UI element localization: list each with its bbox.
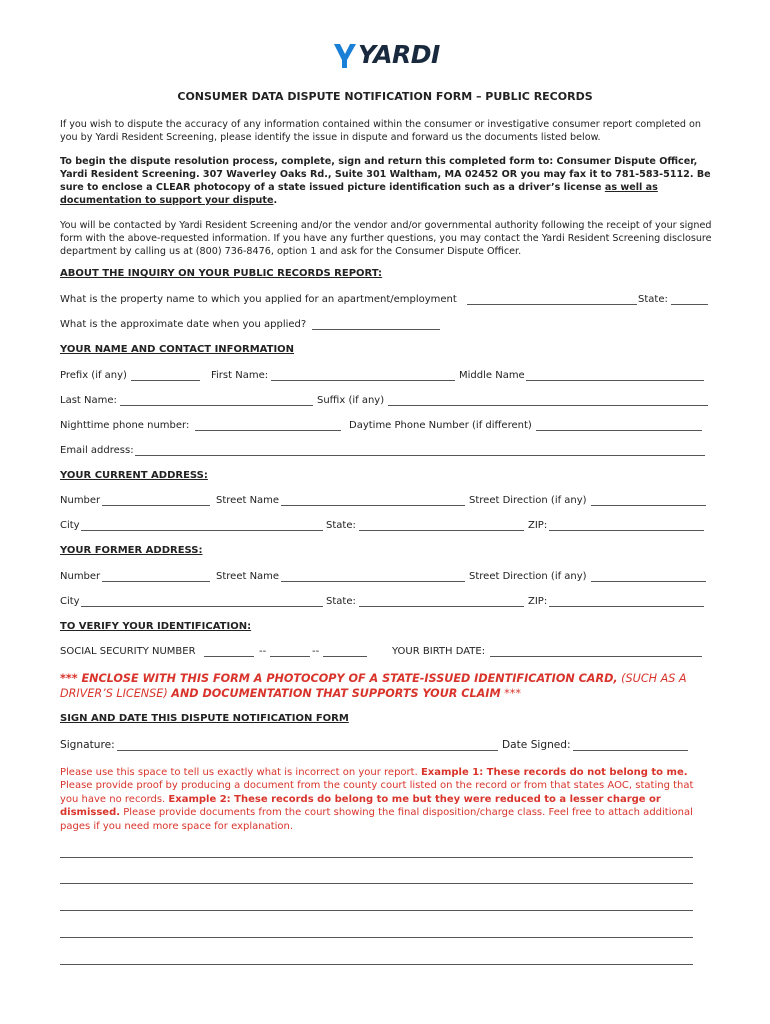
- ssn-part2-field[interactable]: [270, 656, 310, 657]
- current-number-field[interactable]: [102, 505, 210, 506]
- current-zip-field[interactable]: [549, 530, 704, 531]
- current-state-label: State:: [326, 520, 356, 531]
- current-number-label: Number: [60, 495, 101, 506]
- current-street-field[interactable]: [281, 505, 465, 506]
- day-phone-label: Daytime Phone Number (if different): [349, 420, 532, 431]
- signature-field[interactable]: [117, 750, 498, 751]
- explanation-line[interactable]: [60, 910, 693, 911]
- explanation-line[interactable]: [60, 883, 693, 884]
- ssn-part3-field[interactable]: [323, 656, 367, 657]
- enclose-part4: ***: [500, 687, 521, 700]
- explain-example-1: Example 1: These records do not belong to me.: [420, 767, 688, 778]
- first-name-field[interactable]: [271, 380, 455, 381]
- former-street-field[interactable]: [281, 581, 465, 582]
- former-direction-label: Street Direction (if any): [469, 571, 587, 582]
- enclose-notice: [60, 671, 710, 701]
- former-city-field[interactable]: [81, 606, 323, 607]
- former-address-heading: YOUR FORMER ADDRESS:: [60, 545, 203, 556]
- inquiry-heading: ABOUT THE INQUIRY ON YOUR PUBLIC RECORDS REPORT:: [60, 268, 383, 279]
- verify-heading: TO VERIFY YOUR IDENTIFICATION:: [60, 621, 252, 632]
- explanation-line[interactable]: [60, 937, 693, 938]
- first-name-label: First Name:: [211, 370, 269, 381]
- night-phone-field[interactable]: [195, 430, 341, 431]
- explanation-paragraph: [60, 766, 712, 833]
- former-city-label: City: [60, 596, 80, 607]
- middle-name-label: Middle Name: [459, 370, 525, 381]
- former-zip-label: ZIP:: [528, 596, 548, 607]
- explanation-line[interactable]: [60, 964, 693, 965]
- night-phone-label: Nighttime phone number:: [60, 420, 190, 431]
- instructions-main: To begin the dispute resolution process, complete, sign and return this completed form to: Consumer Dispute Officer, Yardi Resident Screening. 307 Waverley Oaks Rd., Suite 301 Waltham, MA 02452 OR you may fax it to 781-583-5112. Be sure to enclose a CLEAR photocopy of a state issued picture identification such as a driver’s license: [60, 156, 711, 193]
- current-direction-label: Street Direction (if any): [469, 495, 587, 506]
- email-field[interactable]: [135, 455, 705, 456]
- property-question: What is the property name to which you applied for an apartment/employment: [60, 294, 457, 305]
- current-state-field[interactable]: [359, 530, 524, 531]
- current-city-label: City: [60, 520, 80, 531]
- former-street-label: Street Name: [216, 571, 280, 582]
- name-contact-heading: YOUR NAME AND CONTACT INFORMATION: [60, 344, 295, 355]
- explain-text-2: Please provide proof by producing a document from the county court listed on the record or from that states AOC, stating that you have no records.: [60, 780, 694, 805]
- intro-paragraph: If you wish to dispute the accuracy of any information contained within the consumer or investigative consumer report completed on you by Yardi Resident Screening, please identify the issue in dispute and forward us the documents listed below.: [60, 119, 702, 143]
- property-name-field[interactable]: [467, 304, 637, 305]
- instructions-end: .: [273, 195, 278, 206]
- ssn-dash-1: --: [259, 646, 267, 657]
- birth-date-label: YOUR BIRTH DATE:: [392, 646, 486, 657]
- yardi-logo-mark-icon: [334, 42, 356, 68]
- applied-date-field[interactable]: [312, 329, 440, 330]
- current-city-field[interactable]: [81, 530, 323, 531]
- page-title: CONSUMER DATA DISPUTE NOTIFICATION FORM – PUBLIC RECORDS: [177, 90, 593, 103]
- instructions-underlined: as well as documentation to support your dispute: [60, 182, 658, 206]
- current-zip-label: ZIP:: [528, 520, 548, 531]
- email-label: Email address:: [60, 445, 134, 456]
- ssn-part1-field[interactable]: [204, 656, 254, 657]
- prefix-label: Prefix (if any): [60, 370, 127, 381]
- enclose-part3: AND DOCUMENTATION THAT SUPPORTS YOUR CLAIM: [171, 687, 501, 700]
- ssn-label: SOCIAL SECURITY NUMBER: [60, 646, 196, 657]
- property-state-field[interactable]: [671, 304, 708, 305]
- last-name-label: Last Name:: [60, 395, 117, 406]
- explain-example-2: Example 2: These records do belong to me but they were reduced to a lesser charge or dismissed.: [60, 793, 661, 819]
- former-number-label: Number: [60, 571, 101, 582]
- suffix-label: Suffix (if any): [317, 395, 385, 406]
- ssn-dash-2: --: [312, 646, 320, 657]
- property-state-label: State:: [638, 294, 668, 305]
- sign-heading: SIGN AND DATE THIS DISPUTE NOTIFICATION FORM: [60, 713, 349, 724]
- current-street-label: Street Name: [216, 495, 280, 506]
- contact-paragraph: You will be contacted by Yardi Resident Screening and/or the vendor and/or governmental authority following the receipt of your signed form with the above-requested information. If you have any further questions, you may contact the Yardi Resident Screening disclosure department by calling us at (800) 736-8476, option 1 and ask for the Consumer Dispute Officer.: [60, 220, 712, 257]
- day-phone-field[interactable]: [536, 430, 702, 431]
- date-question: What is the approximate date when you applied?: [60, 319, 307, 330]
- enclose-part1: *** ENCLOSE WITH THIS FORM A PHOTOCOPY OF A STATE-ISSUED IDENTIFICATION CARD,: [60, 672, 618, 685]
- former-zip-field[interactable]: [549, 606, 704, 607]
- date-signed-label: Date Signed:: [502, 739, 571, 751]
- explain-text-3: Please provide documents from the court showing the final disposition/charge class. Feel free to attach additional pages if you need more space for explanation.: [60, 807, 693, 832]
- last-name-field[interactable]: [120, 405, 313, 406]
- former-number-field[interactable]: [102, 581, 210, 582]
- enclose-part2: (SUCH AS A DRIVER’S LICENSE): [60, 672, 687, 700]
- current-address-heading: YOUR CURRENT ADDRESS:: [60, 470, 208, 481]
- signature-label: Signature:: [60, 739, 115, 751]
- yardi-logo-text: YARDI: [358, 40, 440, 69]
- former-state-label: State:: [326, 596, 356, 607]
- instructions-paragraph: [60, 155, 715, 207]
- middle-name-field[interactable]: [526, 380, 704, 381]
- former-state-field[interactable]: [359, 606, 524, 607]
- date-signed-field[interactable]: [573, 750, 688, 751]
- former-direction-field[interactable]: [591, 581, 706, 582]
- suffix-field[interactable]: [388, 405, 708, 406]
- explain-text-1: Please use this space to tell us exactly what is incorrect on your report.: [60, 767, 421, 778]
- current-direction-field[interactable]: [591, 505, 706, 506]
- explanation-line[interactable]: [60, 857, 693, 858]
- birth-date-field[interactable]: [490, 656, 702, 657]
- prefix-field[interactable]: [131, 380, 200, 381]
